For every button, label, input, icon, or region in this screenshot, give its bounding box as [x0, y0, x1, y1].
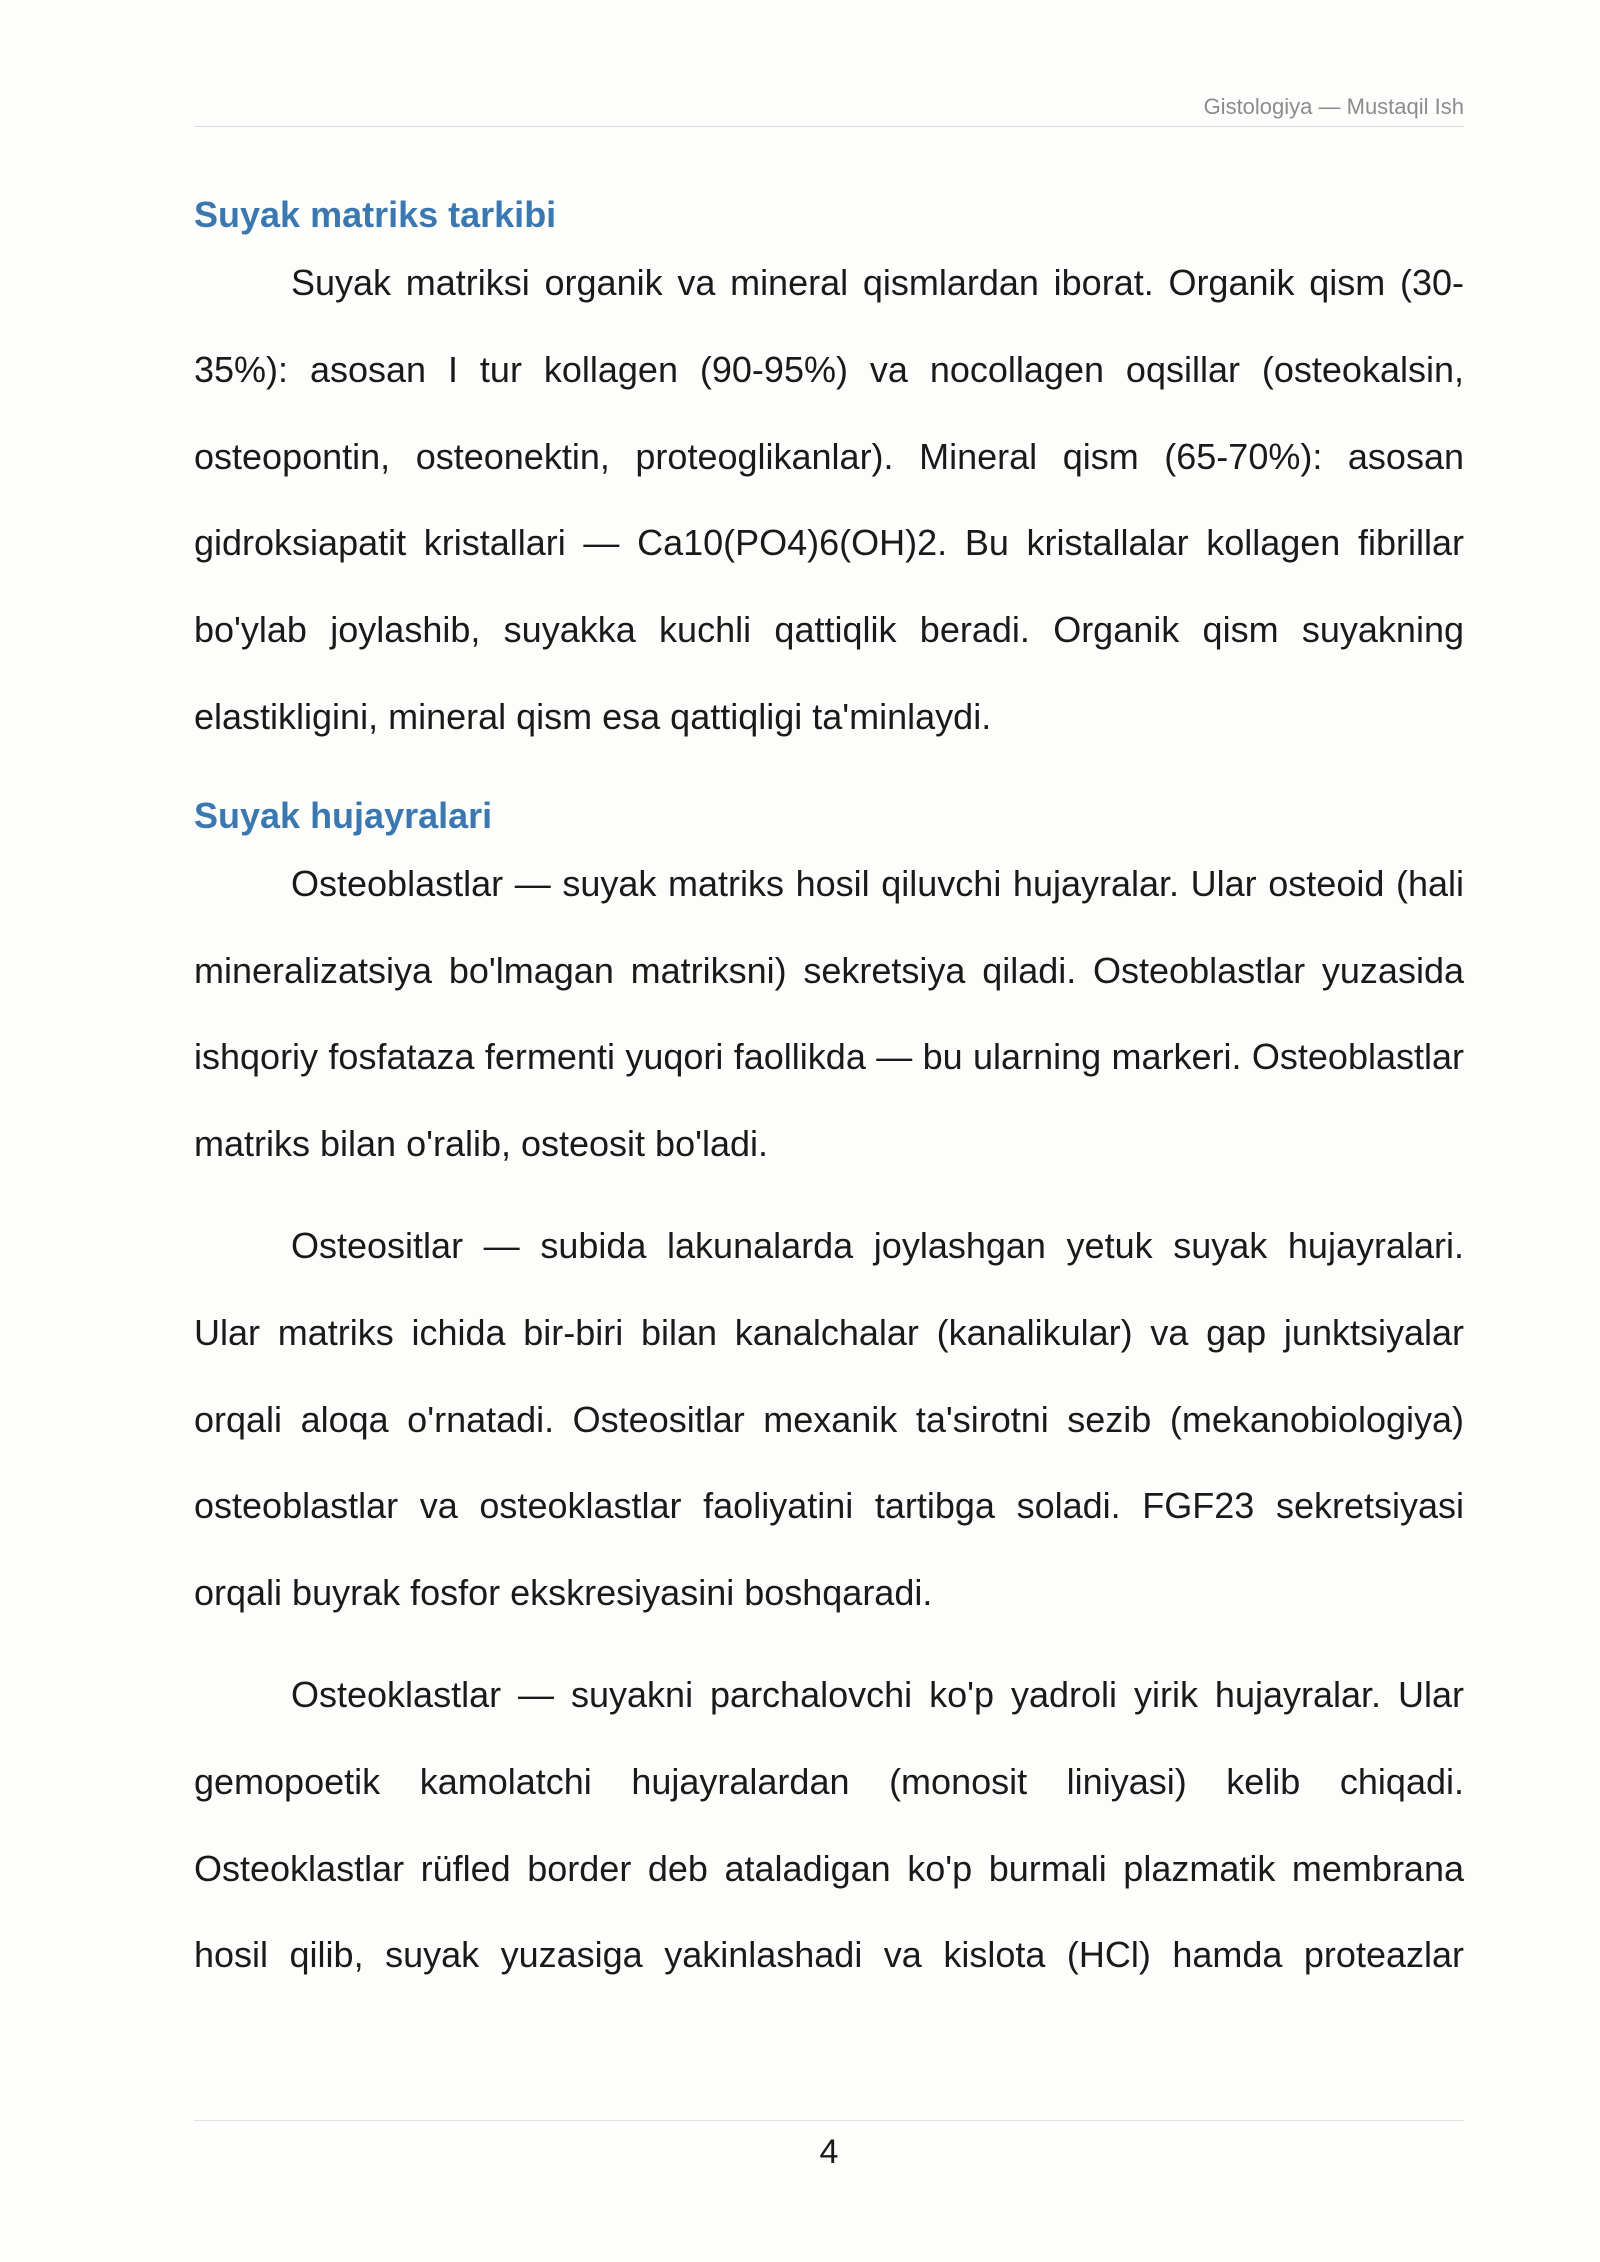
page-footer [194, 2120, 1464, 2181]
paragraph-matrix-composition: Suyak matriksi organik va mineral qismlardan iborat. Organik qism (30-35%): asosan I tur kollagen (90-95%) va nocollagen oqsillar (osteokalsin, osteopontin, osteonektin, proteoglikanlar). Mineral qism (65-70%): asosan gidroksiapatit kristallari — Ca10(PO4)6(OH)2. Bu kristallalar kollagen fibrillar bo'ylab joylashib, suyakka kuchli qattiqlik beradi. Organik qism suyakning elastikligini, mineral qism esa qattiqligi ta'minlaydi. [194, 262, 1464, 737]
running-title: Gistologiya — Mustaqil Ish [1203, 94, 1464, 119]
section-heading-cells: Suyak hujayralari [194, 794, 493, 836]
paragraph-osteoblasts: Osteoblastlar — suyak matriks hosil qiluvchi hujayralar. Ular osteoid (hali mineralizatsiya bo'lmagan matriksni) sekretsiya qiladi. Osteoblastlar yuzasida ishqoriy fosfataza fermenti yuqori faollikda — bu ularning markeri. Osteoblastlar matriks bilan o'ralib, osteosit bo'ladi. [194, 862, 1464, 1165]
paragraph-osteocytes: Osteositlar — subida lakunalarda joylashgan yetuk suyak hujayralari. Ular matriks ichida bir-biri bilan kanalchalar (kanalikular) va gap junktsiyalar orqali aloqa o'rnatadi. Osteositlar mexanik ta'sirotni sezib (mekanobiologiya) osteoblastlar va osteoklastlar faoliyatini tartibga soladi. FGF23 sekretsiyasi orqali buyrak fosfor ekskresiyasini boshqaradi. [194, 1224, 1464, 1614]
paragraph-osteoclasts: Osteoklastlar — suyakni parchalovchi ko'p yadroli yirik hujayralar. Ular gemopoetik kamolatchi hujayralardan (monosit liniyasi) kelib chiqadi. Osteoklastlar rüfled border deb ataladigan ko'p burmali plazmatik membrana hosil qilib, suyak yuzasiga yakinlashadi va kislota (HCl) hamda proteazlar [194, 1673, 1464, 1976]
document-body [194, 190, 1464, 1999]
section-heading-matrix: Suyak matriks tarkibi [194, 194, 557, 235]
page-number: 4 [819, 2133, 839, 2171]
page-header [194, 88, 1464, 127]
